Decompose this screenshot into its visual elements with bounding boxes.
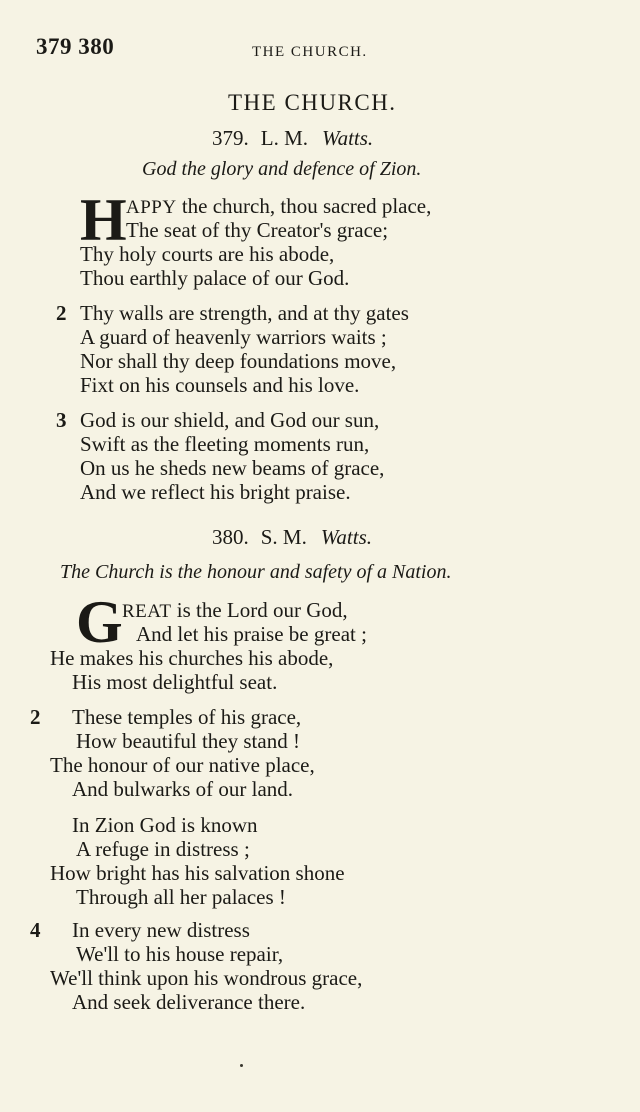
hymn-380-verse-1-line-3: He makes his churches his abode, (50, 646, 334, 670)
hymn-379-verse-1-line-1 (126, 194, 431, 219)
hymn-379-verse-2-number: 2 (56, 301, 67, 325)
hymn-379-verse-3-line-4: And we reflect his bright praise. (80, 480, 351, 504)
hymn-380-number: 380. (212, 525, 249, 549)
hymn-380-first-word: REAT (122, 601, 172, 622)
running-title: THE CHURCH. (252, 44, 368, 60)
hymn-379-verse-3-line-3: On us he sheds new beams of grace, (80, 456, 385, 480)
hymn-380-meter: S. M. (260, 525, 307, 549)
hymn-379-line-text: the church, thou sacred place, (181, 194, 432, 218)
hymn-380-verse-4-line-3: We'll think upon his wondrous grace, (50, 966, 363, 990)
hymn-380-verse-4-line-4: And seek deliverance there. (72, 990, 306, 1014)
hymn-379-author: Watts. (322, 126, 374, 150)
hymn-380-dropcap: G (76, 589, 123, 655)
hymn-379-verse-3-line-1: God is our shield, and God our sun, (80, 408, 380, 432)
hymn-380-heading (212, 525, 372, 550)
hymn-380-verse-1-line-4: His most delightful seat. (72, 670, 278, 694)
hymn-379-verse-1-line-4: Thou earthly palace of our God. (80, 266, 350, 290)
hymn-380-subtitle: The Church is the honour and safety of a Nation. (60, 561, 452, 583)
hymn-379-first-word: APPY (126, 197, 177, 218)
hymn-380-verse-4-number: 4 (30, 918, 41, 942)
section-title: THE CHURCH. (228, 90, 397, 115)
hymn-379-dropcap: H (80, 187, 127, 253)
hymn-380-verse-2-line-1: These temples of his grace, (72, 705, 302, 729)
hymn-379-verse-1-line-2: The seat of thy Creator's grace; (126, 218, 389, 242)
hymn-379-verse-1-line-3: Thy holy courts are his abode, (80, 242, 335, 266)
hymn-379-verse-2-line-2: A guard of heavenly warriors waits ; (80, 325, 387, 349)
hymn-380-verse-3-line-3: How bright has his salvation shone (50, 861, 345, 885)
hymn-380-verse-1-line-1 (122, 598, 348, 623)
hymn-380-verse-2-number: 2 (30, 705, 41, 729)
hymn-380-verse-2-line-2: How beautiful they stand ! (76, 729, 300, 753)
hymn-379-heading (212, 126, 373, 151)
printer-mark (240, 1064, 243, 1067)
hymn-380-verse-1-line-2: And let his praise be great ; (136, 622, 367, 646)
hymn-380-author: Watts. (320, 525, 373, 549)
hymn-380-verse-2-line-3: The honour of our native place, (50, 753, 315, 777)
hymn-380-verse-3-line-1: In Zion God is known (72, 813, 258, 837)
hymn-379-verse-3-line-2: Swift as the fleeting moments run, (80, 432, 370, 456)
page-numbers: 379 380 (36, 34, 115, 59)
hymn-380-verse-3-line-2: A refuge in distress ; (76, 837, 250, 861)
hymn-379-subtitle: God the glory and defence of Zion. (142, 158, 422, 180)
hymn-379-verse-2-line-1: Thy walls are strength, and at thy gates (80, 301, 409, 325)
hymn-380-verse-4-line-2: We'll to his house repair, (76, 942, 284, 966)
hymn-380-line-text: is the Lord our God, (176, 598, 348, 622)
hymn-380-verse-2-line-4: And bulwarks of our land. (72, 777, 294, 801)
hymn-379-number: 379. (212, 126, 249, 150)
hymn-379-verse-2-line-4: Fixt on his counsels and his love. (80, 373, 360, 397)
hymn-380-verse-3-line-4: Through all her palaces ! (76, 885, 286, 909)
hymn-379-verse-3-number: 3 (56, 408, 67, 432)
hymn-379-meter: L. M. (260, 126, 308, 150)
hymn-379-verse-2-line-3: Nor shall thy deep foundations move, (80, 349, 397, 373)
hymn-380-verse-4-line-1: In every new distress (72, 918, 250, 942)
